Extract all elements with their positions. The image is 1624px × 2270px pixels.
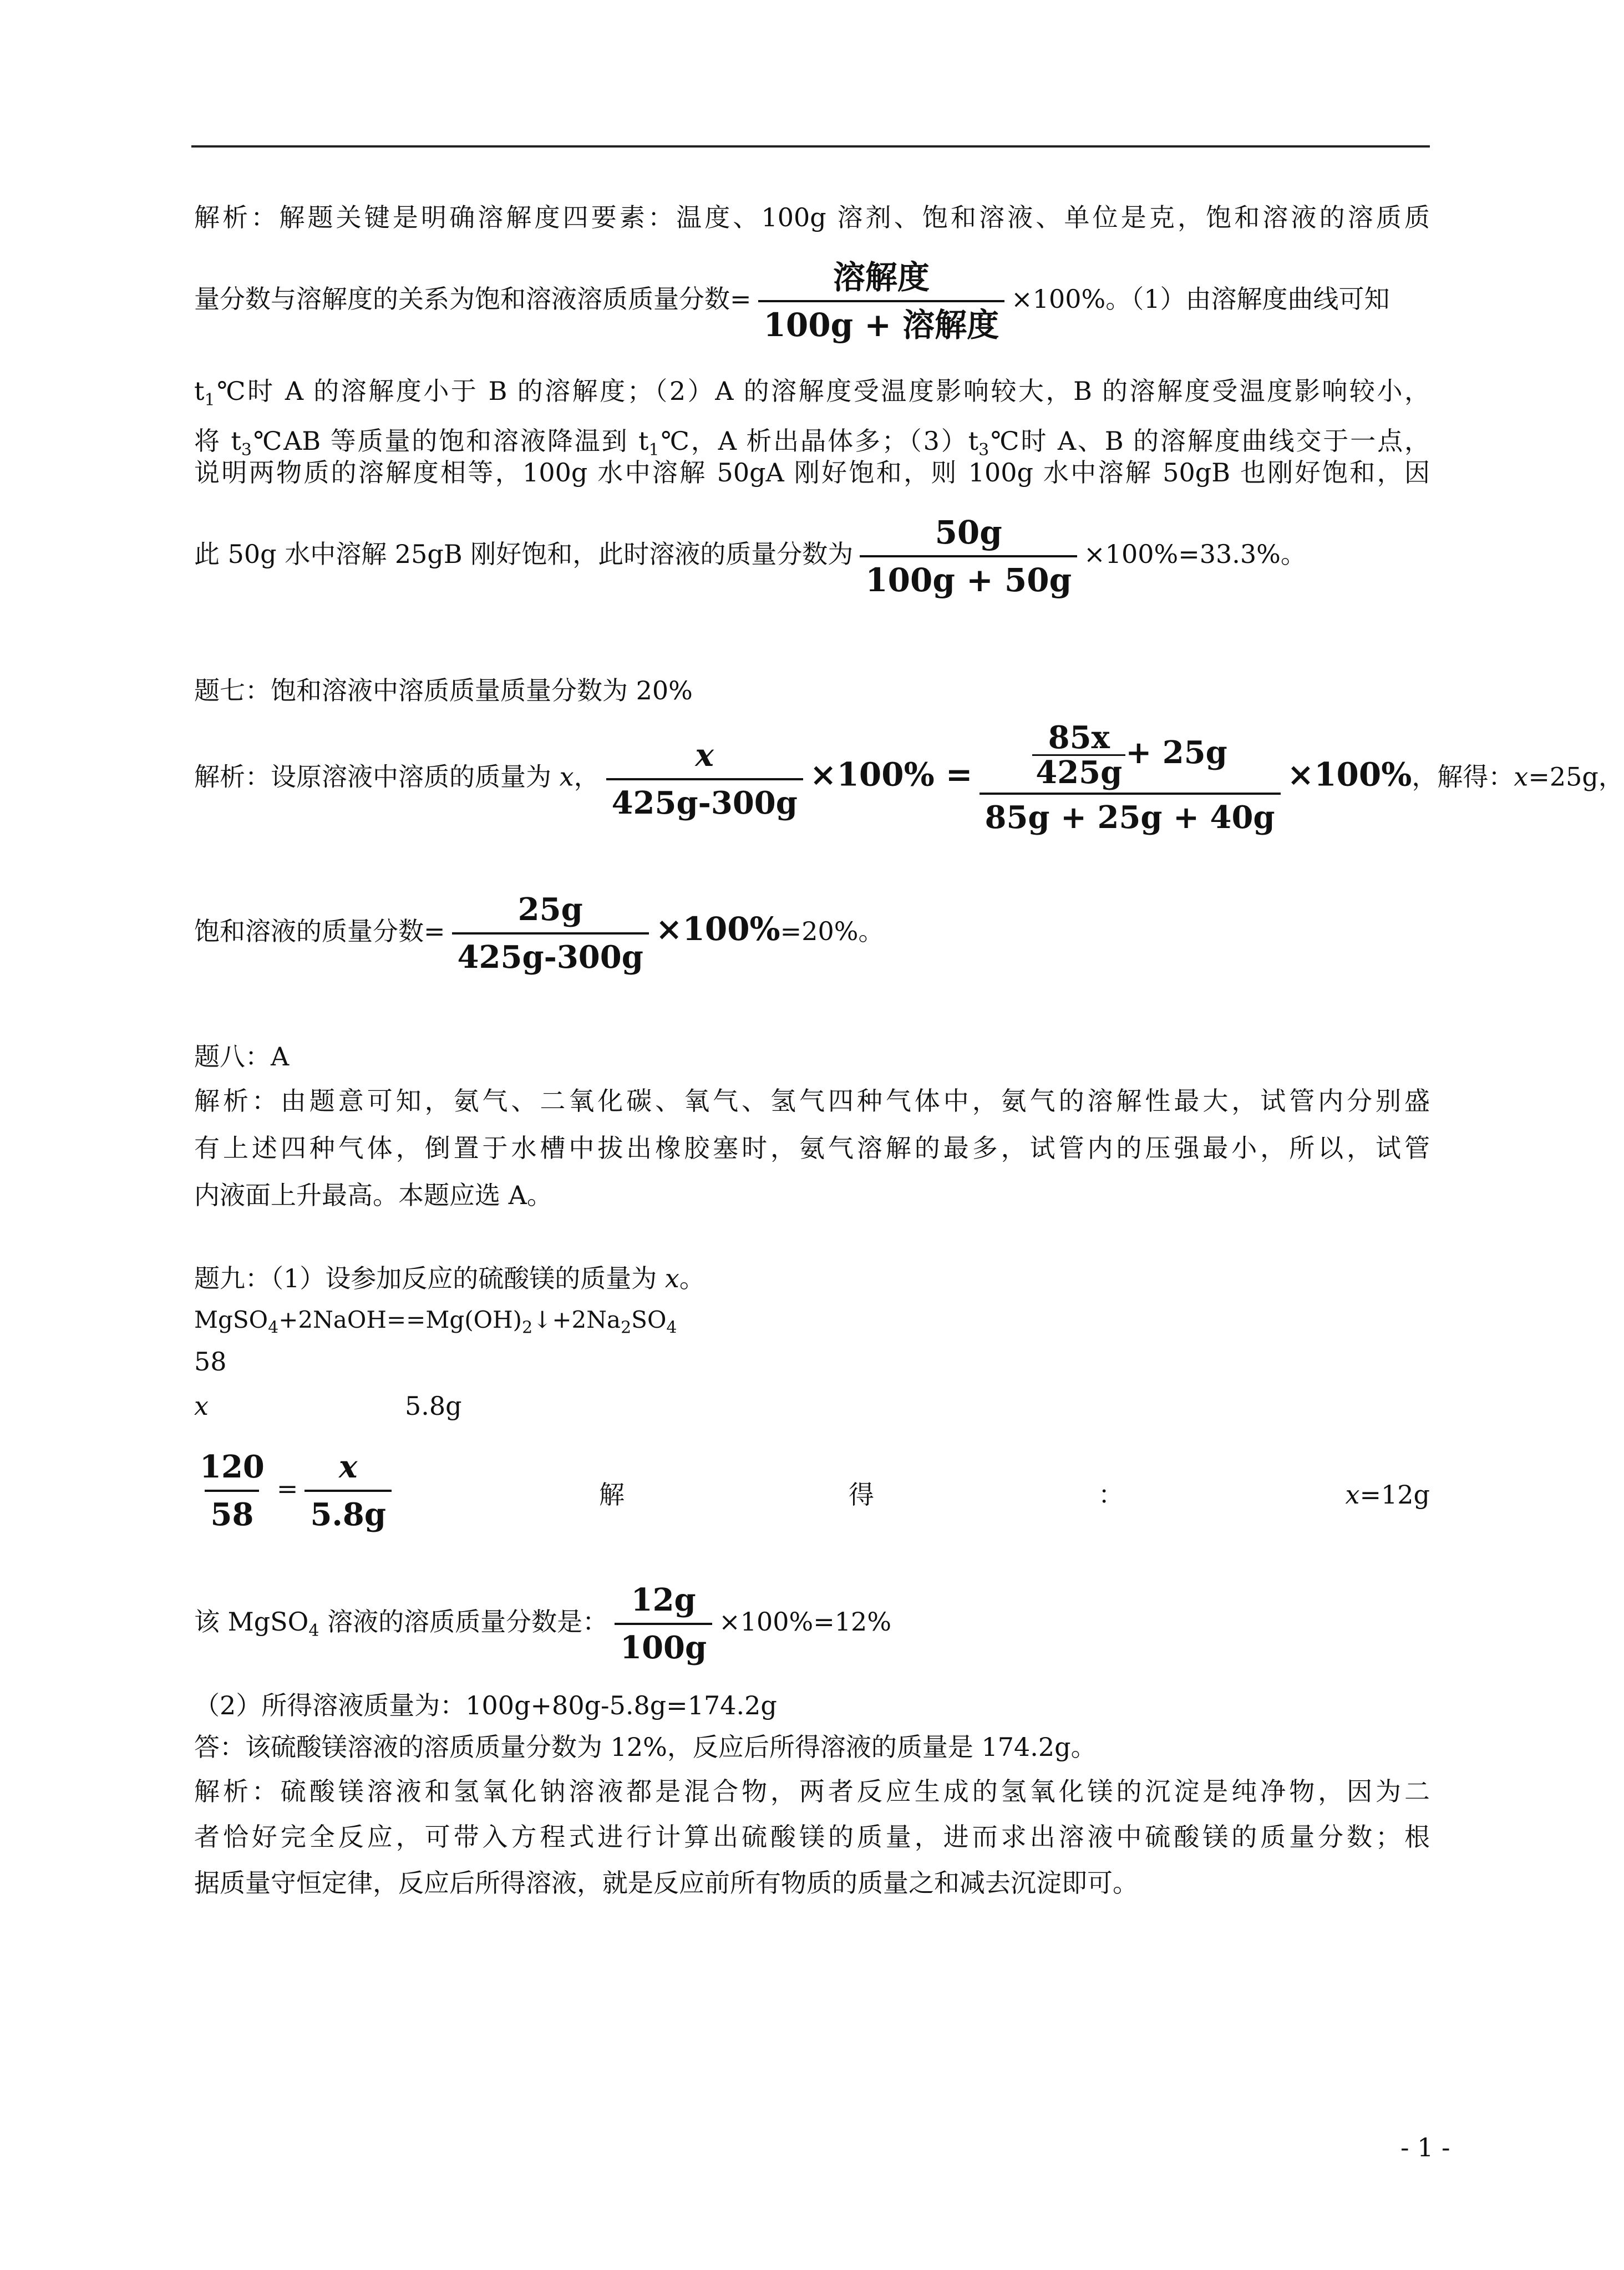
precipitate-mass: 5.8g (405, 1391, 462, 1421)
q7-final-fraction (452, 890, 649, 977)
q8-line1: 解析：由题意可知，氨气、二氧化碳、氧气、氢气四种气体中，氨气的溶解性最大，试管内分别盛 (194, 1086, 1430, 1116)
fraction-numerator (690, 736, 719, 778)
fraction-denominator: 100g + 50g (860, 555, 1077, 600)
eq-part: +2NaOH==Mg(OH) (278, 1306, 522, 1333)
fraction-numerator (1027, 721, 1233, 793)
p1-line6 (194, 513, 1430, 600)
q7-line2-tail: =20%。 (780, 916, 884, 946)
eq-subscript: 4 (268, 1318, 279, 1338)
p1-line4-b: ℃AB 等质量的饱和溶液降温到 t (251, 426, 649, 456)
q8-line2: 有上述四种气体，倒置于水槽中拔出橡胶塞时，氨气溶解的最多，试管内的压强最小，所以，试管 (194, 1133, 1430, 1163)
p1-line4-d: ℃时 A、B 的溶解度曲线交于一点， (989, 426, 1430, 456)
q8-line3: 内液面上升最高。本题应选 A。 (194, 1180, 552, 1210)
fraction-denominator: 425g-300g (452, 932, 649, 977)
eq-part: ↓+2Na (532, 1306, 621, 1333)
ratio-fraction (194, 1448, 270, 1534)
q9-equation (194, 1303, 1430, 1344)
q9-part2: （2）所得溶液质量为：100g+80g-5.8g=174.2g (194, 1690, 777, 1720)
fraction-denominator: 100g (615, 1623, 712, 1667)
eq-subscript: 2 (522, 1318, 533, 1338)
inner-numerator: 85x (1048, 719, 1110, 756)
p1-line4-c: ℃，A 析出晶体多；（3）t (659, 426, 979, 456)
x-fraction (304, 1448, 392, 1534)
q9-mass-fraction-line (194, 1581, 1430, 1667)
equals-sign: = (276, 1474, 298, 1504)
q9-answer: 答：该硫酸镁溶液的溶质质量分数为 12%，反应后所得溶液的质量是 174.2g。 (194, 1732, 1097, 1762)
plus-25g: + 25g (1125, 734, 1227, 771)
period: 。 (679, 1263, 705, 1293)
p1-line6-text: 此 50g 水中溶解 25gB 刚好饱和，此时溶液的质量分数为 (194, 539, 854, 569)
q7-sol-text: 解析：设原溶液中溶质的质量为 (194, 761, 560, 792)
q7-title: 题七：饱和溶液中溶质质量质量分数为 20% (194, 676, 693, 705)
header-rule (191, 145, 1430, 148)
fraction-numerator: 溶解度 (833, 258, 930, 296)
inner-denominator: 425g (1032, 754, 1125, 789)
eq-part: SO (631, 1306, 667, 1333)
variable-x: x (1514, 761, 1529, 792)
fraction-denominator: 5.8g (304, 1490, 392, 1534)
q9-text: 该 MgSO (194, 1607, 309, 1637)
fraction-numerator (333, 1448, 363, 1490)
solve-char-2: 得 (849, 1480, 874, 1510)
solubility-fraction (758, 258, 1005, 344)
t-subscript: 3 (978, 440, 989, 460)
inner-fraction (1032, 721, 1125, 789)
variable-x: x (664, 1263, 679, 1293)
p1-line3-text: ℃时 A 的溶解度小于 B 的溶解度；（2）A 的溶解度受温度影响较大，B 的溶解度受温度影响较小， (215, 376, 1430, 406)
t-symbol: t (194, 376, 205, 406)
variable-x: x (339, 1449, 358, 1485)
eq-subscript: 4 (308, 1621, 319, 1641)
fraction-numerator: 50g (935, 514, 1002, 551)
p1-line5: 说明两物质的溶解度相等，100g 水中溶解 50gA 刚好饱和，则 100g 水中溶解 50gB 也刚好饱和，因 (194, 458, 1430, 487)
t-subscript: 1 (204, 390, 215, 410)
p1-line2 (194, 258, 1430, 344)
q9-proportion (194, 1448, 1430, 1534)
eq-subscript: 2 (621, 1318, 632, 1338)
q9-text: 溶液的溶质质量分数是： (319, 1607, 608, 1637)
q7-right-fraction (980, 721, 1281, 837)
fraction-denominator: 425g-300g (606, 778, 803, 822)
times-hundred-equals: ×100% = (809, 755, 973, 794)
fraction-numerator: 12g (631, 1582, 696, 1618)
p1-line3 (194, 374, 1430, 417)
q9-fraction (615, 1581, 712, 1667)
fraction-denominator: 85g + 25g + 40g (980, 793, 1281, 837)
fraction-numerator: 120 (200, 1449, 265, 1485)
variable-x: x (1345, 1480, 1360, 1510)
p1-line1: 解析：解题关键是明确溶解度四要素：温度、100g 溶剂、饱和溶液、单位是克，饱和溶液的溶质质 (194, 202, 1430, 232)
q7-left-fraction (606, 736, 803, 822)
q7-line2-text: 饱和溶液的质量分数= (194, 916, 445, 946)
result-value: =12g (1359, 1480, 1430, 1510)
times-hundred: ×100% (1287, 755, 1412, 794)
page-number: - 1 - (1400, 2132, 1450, 2162)
q9-exp-line1: 解析：硫酸镁溶液和氢氧化钠溶液都是混合物，两者反应生成的氢氧化镁的沉淀是纯净物，因为二 (194, 1776, 1430, 1806)
fraction-denominator: 58 (205, 1490, 259, 1534)
eq-part: MgSO (194, 1306, 268, 1333)
q9-exp-line3: 据质量守恒定律，反应后所得溶液，就是反应前所有物质的质量之和减去沉淀即可。 (194, 1868, 1138, 1898)
solve-char-1: 解 (599, 1480, 625, 1510)
q7-solution-line (194, 719, 1624, 837)
eq-subscript: 4 (666, 1318, 677, 1338)
solve-char-3: ： (1098, 1480, 1124, 1510)
t-subscript: 3 (241, 440, 252, 460)
variable-x: x (559, 761, 574, 792)
p1-line6-tail: ×100%=33.3%。 (1084, 539, 1306, 569)
q8-title: 题八：A (194, 1042, 290, 1071)
q9-result (1346, 1478, 1430, 1511)
fraction-numerator: 25g (517, 891, 583, 928)
comma: ， (574, 761, 600, 792)
fraction-denominator: 100g + 溶解度 (758, 300, 1005, 344)
p1-line2-tail: ×100%。（1）由溶解度曲线可知 (1011, 284, 1390, 314)
q9-result-text: ×100%=12% (719, 1607, 892, 1637)
p1-line2-text: 量分数与溶解度的关系为饱和溶液溶质质量分数= (194, 284, 752, 314)
p1-line4-a: 将 t (194, 426, 241, 456)
q7-line2 (194, 890, 1430, 977)
q9-molar-mass: 58 (194, 1347, 227, 1377)
mass-fraction (860, 513, 1077, 600)
variable-x: x (695, 737, 714, 774)
q9-exp-line2: 者恰好完全反应，可带入方程式进行计算出硫酸镁的质量，进而求出溶液中硫酸镁的质量分数；根 (194, 1822, 1430, 1852)
t-subscript: 1 (648, 440, 659, 460)
q9-title (194, 1262, 1430, 1295)
solve-text: ，解得： (1412, 761, 1514, 792)
variable-x: x (194, 1391, 209, 1421)
q9-title-text: 题九：（1）设参加反应的硫酸镁的质量为 (194, 1263, 665, 1293)
times-hundred: ×100% (655, 910, 780, 948)
q9-variables (194, 1389, 1430, 1423)
solve-result: =25g， (1528, 761, 1624, 792)
